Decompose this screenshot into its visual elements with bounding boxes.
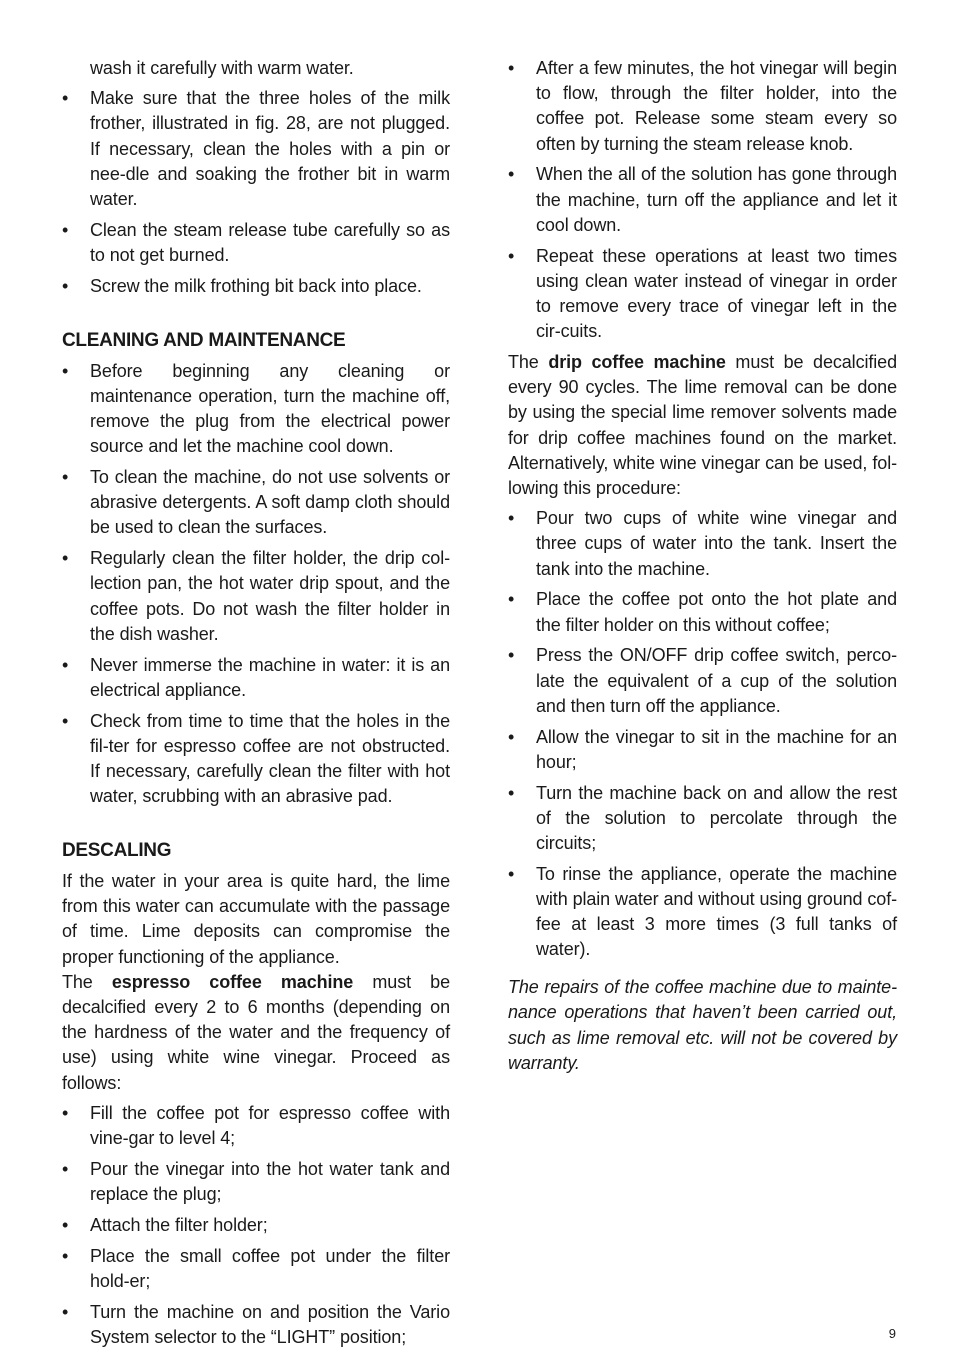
list-item: • Screw the milk frothing bit back into place. — [62, 274, 450, 299]
right-column — [508, 56, 897, 1076]
list-item: • Turn the machine back on and allow the rest of the solution to percolate through the circuits; — [508, 781, 897, 857]
list-item: • Fill the coffee pot for espresso coffee with vine-gar to level 4; — [62, 1101, 450, 1151]
list-item: • To rinse the appliance, operate the machine with plain water and without using ground cof-fee at least 3 more times (3 full tanks of water). — [508, 862, 897, 963]
list-item: • Check from time to time that the holes in the fil-ter for espresso coffee are not obstructed. If necessary, carefully clean the filter with hot water, scrubbing with an abrasive pad. — [62, 709, 450, 810]
list-item: • Attach the filter holder; — [62, 1213, 450, 1238]
list-item: • Never immerse the machine in water: it is an electrical appliance. — [62, 653, 450, 703]
drip-machine-term: drip coffee machine — [548, 352, 726, 373]
list-item: • When the all of the solution has gone through the machine, turn off the appliance and let it cool down. — [508, 162, 897, 238]
continuation-text: wash it carefully with warm water. — [90, 58, 354, 78]
list-item: • Pour the vinegar into the hot water tank and replace the plug; — [62, 1157, 450, 1207]
list-item: • Repeat these operations at least two times using clean water instead of vinegar in order to remove every trace of vinegar left in the cir-cuits. — [508, 244, 897, 345]
milk-frother-list — [62, 86, 450, 299]
list-item: • Pour two cups of white wine vinegar and three cups of water into the tank. Insert the tank into the machine. — [508, 506, 897, 582]
list-item: • Turn the machine on and position the Vario System selector to the “LIGHT” position; — [62, 1300, 450, 1350]
espresso-steps-list — [508, 56, 897, 344]
list-item: • Clean the steam release tube carefully so as to not get burned. — [62, 218, 450, 268]
espresso-machine-term: espresso coffee machine — [111, 971, 354, 992]
list-item: • Place the small coffee pot under the filter hold-er; — [62, 1244, 450, 1294]
list-item: • Allow the vinegar to sit in the machine for an hour; — [508, 725, 897, 775]
list-item: • Press the ON/OFF drip coffee switch, perco-late the equivalent of a cup of the solution and then turn off the appliance. — [508, 643, 897, 719]
list-item: • After a few minutes, the hot vinegar will begin to flow, through the filter holder, into the coffee pot. Release some steam every so often by turning the steam release knob. — [508, 56, 897, 157]
cleaning-list — [62, 359, 450, 810]
cleaning-heading: CLEANING AND MAINTENANCE — [62, 329, 346, 351]
drip-steps-list — [508, 506, 897, 962]
warranty-note: The repairs of the coffee machine due to mainte-nance operations that haven’t been carried out, such as lime removal etc. will not be covered by warranty. — [508, 977, 897, 1073]
descaling-heading: DESCALING — [62, 840, 172, 862]
list-item: • Place the coffee pot onto the hot plate and the filter holder on this without coffee; — [508, 587, 897, 637]
left-column — [62, 56, 450, 1356]
list-item: • Regularly clean the filter holder, the drip col-lection pan, the hot water drip spout, and the coffee pots. Do not wash the filter holder in the dish washer. — [62, 546, 450, 647]
descaling-list — [62, 1101, 450, 1350]
descaling-intro: If the water in your area is quite hard, the lime from this water can accumulate with the passage of time. Lime deposits can compromise the proper functioning of the appliance. — [62, 871, 450, 967]
espresso-paragraph: The espresso coffee machine must be decalcified every 2 to 6 months (depending on the hardness of the water and the frequency of use) using white wine vinegar. Proceed as follows: — [62, 971, 451, 1093]
list-item: • Make sure that the three holes of the milk frother, illustrated in fig. 28, are not plugged. If necessary, clean the holes with a pin or nee-dle and soaking the frother bit in warm water. — [62, 86, 450, 212]
list-item: • To clean the machine, do not use solvents or abrasive detergents. A soft damp cloth should be used to clean the surfaces. — [62, 465, 450, 541]
page-number: 9 — [888, 1326, 896, 1341]
list-item: • Before beginning any cleaning or maintenance operation, turn the machine off, remove the plug from the electrical power source and let the machine cool down. — [62, 359, 450, 460]
drip-paragraph: The drip coffee machine must be decalcified every 90 cycles. The lime removal can be done by using the special lime remover solvents made for drip coffee machines found on the market. Alternatively, white wine vinegar can be used, fol-lowing this procedure: — [508, 352, 897, 499]
